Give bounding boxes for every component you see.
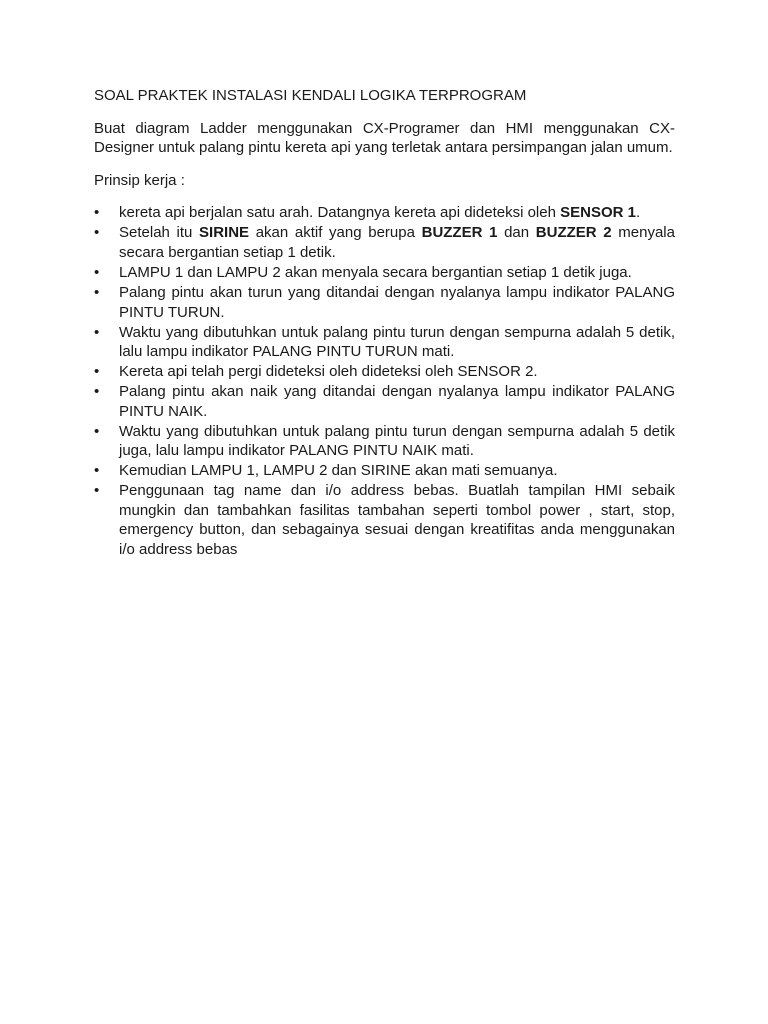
- bullet-icon: •: [94, 263, 100, 281]
- list-item: [94, 283, 675, 322]
- bullet-icon: •: [94, 204, 100, 222]
- bullet-icon: •: [94, 224, 100, 242]
- list-item-text: kereta api berjalan satu arah. Datangnya kereta api dideteksi oleh: [119, 204, 561, 222]
- bullet-icon: •: [94, 283, 100, 301]
- bullet-icon: •: [94, 482, 100, 500]
- list-item-text: dan: [497, 224, 536, 242]
- list-item-text: Penggunaan tag name dan i/o address bebas. Buatlah tampilan HMI sebaik mungkin dan tambahkan fasilitas tambahan seperti tombol power , start, stop, emergency button, dan sebagainya sesuai dengan kreatifitas anda menggunakan i/o address bebas: [119, 482, 675, 558]
- list-item-text: Palang pintu akan turun yang ditandai dengan nyalanya lampu indikator PALANG PINTU TURUN.: [119, 283, 675, 321]
- list-item-text: Setelah itu: [119, 224, 200, 242]
- bullet-icon: •: [94, 363, 100, 381]
- list-item-text: Waktu yang dibutuhkan untuk palang pintu turun dengan sempurna adalah 5 detik, lalu lampu indikator PALANG PINTU TURUN mati.: [119, 323, 675, 361]
- list-item: [94, 422, 675, 461]
- list-item: [94, 263, 675, 283]
- bold-term: SENSOR 1: [560, 204, 636, 222]
- bold-term: SIRINE: [199, 224, 250, 242]
- principle-list: [94, 203, 675, 559]
- list-item: [94, 481, 675, 559]
- list-item: [94, 203, 675, 223]
- list-item-text: Kereta api telah pergi dideteksi oleh dideteksi oleh SENSOR 2.: [119, 363, 538, 381]
- list-item-text: Kemudian LAMPU 1, LAMPU 2 dan SIRINE akan mati semuanya.: [119, 462, 558, 480]
- list-item-text: .: [635, 204, 641, 222]
- bullet-icon: •: [94, 323, 100, 341]
- list-item-text: Waktu yang dibutuhkan untuk palang pintu turun dengan sempurna adalah 5 detik juga, lalu lampu indikator PALANG PINTU NAIK mati.: [119, 422, 675, 460]
- bullet-icon: •: [94, 462, 100, 480]
- intro-paragraph: Buat diagram Ladder menggunakan CX-Programer dan HMI menggunakan CX-Designer untuk palang pintu kereta api yang terletak antara persimpangan jalan umum.: [94, 119, 675, 157]
- list-item-text: akan aktif yang berupa: [249, 224, 422, 242]
- list-item: [94, 362, 675, 382]
- bold-term: BUZZER 1: [421, 224, 498, 242]
- principle-label: Prinsip kerja :: [94, 171, 185, 189]
- list-item: [94, 382, 675, 421]
- list-item-text: Palang pintu akan naik yang ditandai dengan nyalanya lampu indikator PALANG PINTU NAIK.: [119, 383, 675, 420]
- list-item: [94, 223, 675, 262]
- list-item: [94, 461, 675, 481]
- document-title: SOAL PRAKTEK INSTALASI KENDALI LOGIKA TERPROGRAM: [94, 87, 527, 104]
- list-item-text: LAMPU 1 dan LAMPU 2 akan menyala secara bergantian setiap 1 detik juga.: [119, 263, 632, 281]
- bullet-icon: •: [94, 383, 100, 401]
- document-page: [94, 86, 675, 560]
- list-item: [94, 323, 675, 362]
- bullet-icon: •: [94, 422, 100, 440]
- bold-term: BUZZER 2: [535, 224, 612, 242]
- list-item-text: menyala secara bergantian setiap 1 detik.: [119, 224, 675, 261]
